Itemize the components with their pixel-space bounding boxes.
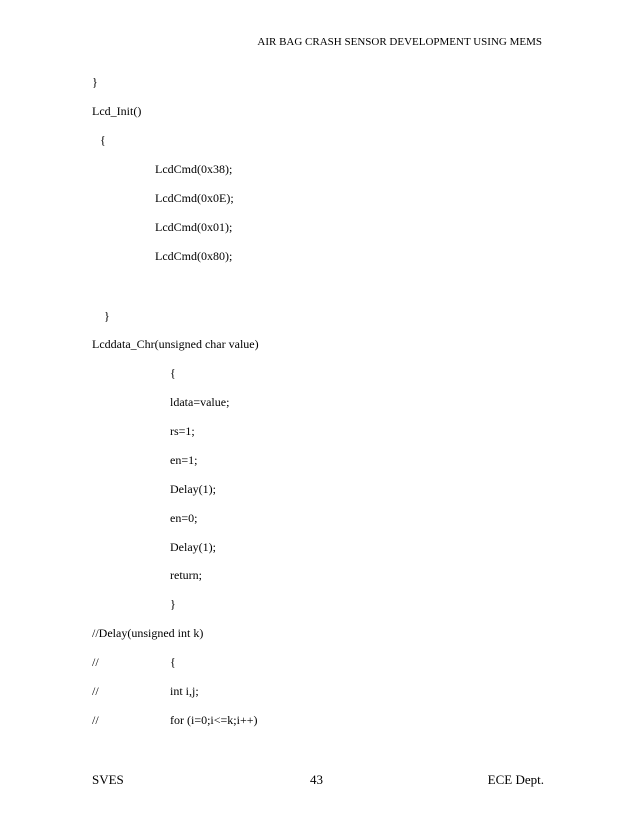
code-line: // (92, 655, 99, 669)
code-line: en=1; (170, 453, 198, 467)
code-line: // (92, 713, 99, 727)
code-line: } (170, 597, 176, 611)
code-line: Delay(1); (170, 482, 216, 496)
code-line: //Delay(unsigned int k) (92, 626, 204, 640)
code-line: LcdCmd(0x01); (155, 220, 233, 234)
running-header: AIR BAG CRASH SENSOR DEVELOPMENT USING MEMS (257, 36, 542, 48)
code-line: Delay(1); (170, 540, 216, 554)
code-line: } (92, 75, 98, 89)
code-line: rs=1; (170, 424, 195, 438)
page-number: 43 (310, 772, 323, 787)
code-line: } (104, 309, 110, 323)
footer-department: ECE Dept. (487, 772, 544, 787)
code-line: { (170, 366, 176, 380)
code-listing (92, 0, 552, 826)
code-line: { (170, 655, 176, 669)
code-line: for (i=0;i<=k;i++) (170, 713, 258, 727)
footer-institution: SVES (92, 772, 124, 787)
code-line: LcdCmd(0x0E); (155, 191, 234, 205)
code-line: Lcddata_Chr(unsigned char value) (92, 337, 259, 351)
code-line: { (100, 133, 106, 147)
code-line: ldata=value; (170, 395, 230, 409)
code-line: // (92, 684, 99, 698)
code-line: Lcd_Init() (92, 104, 142, 118)
code-line: LcdCmd(0x80); (155, 249, 233, 263)
code-line: LcdCmd(0x38); (155, 162, 233, 176)
code-line: en=0; (170, 511, 198, 525)
code-line: return; (170, 568, 202, 582)
code-line: int i,j; (170, 684, 199, 698)
